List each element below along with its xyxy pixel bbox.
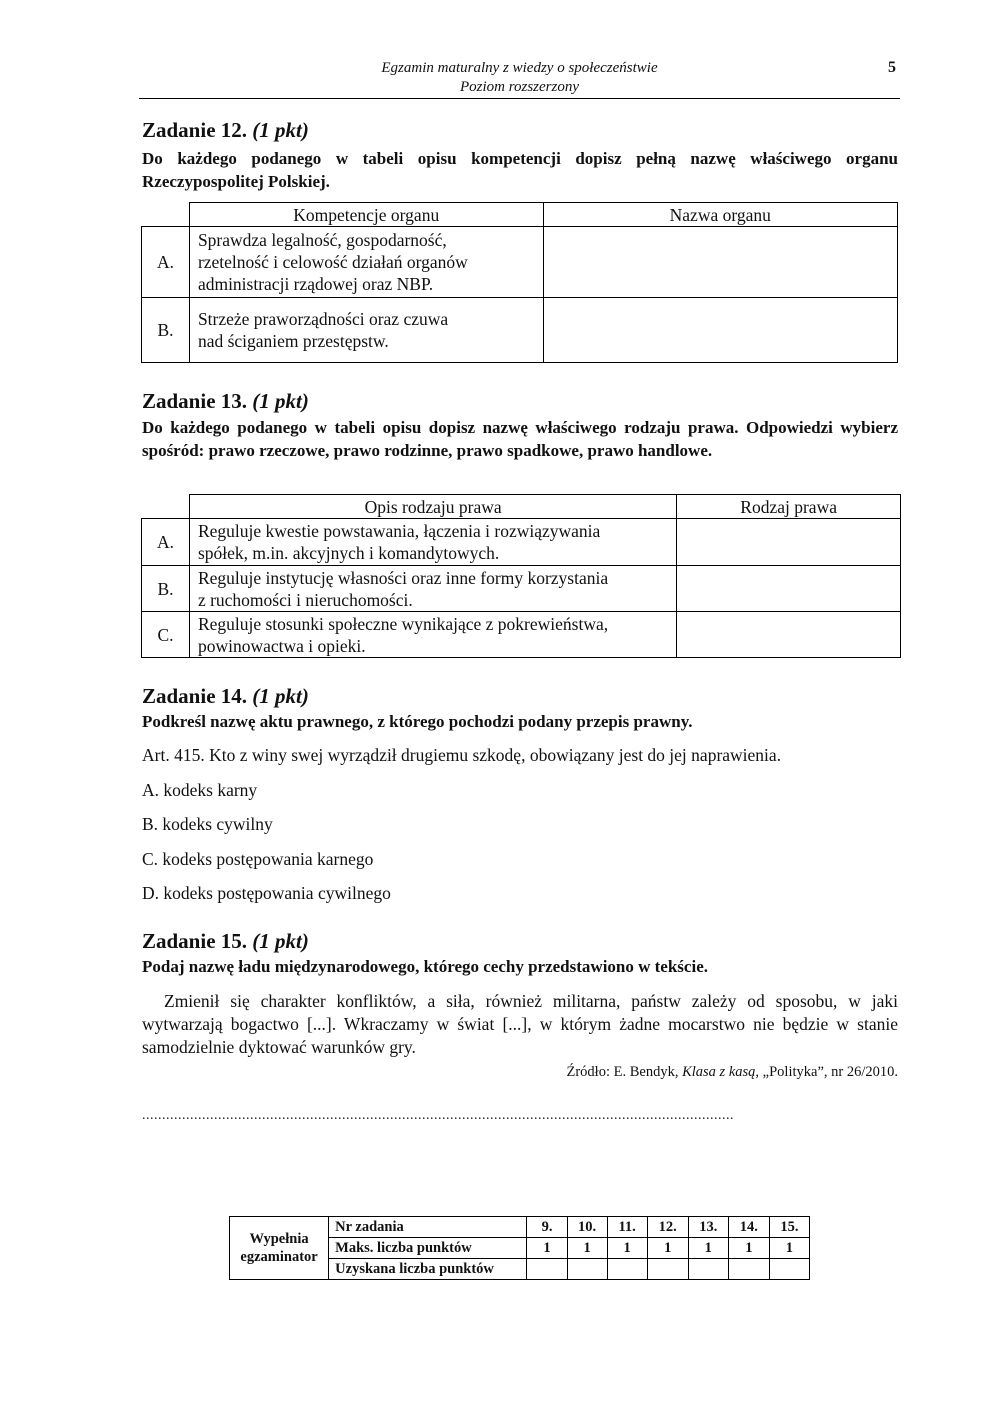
source-title: Klasa z kasą <box>682 1064 756 1080</box>
task-15-title <box>142 929 309 954</box>
obtained-points-cell[interactable] <box>567 1259 607 1280</box>
task-number-cell: 11. <box>607 1217 647 1238</box>
examiner-score-table <box>229 1216 810 1280</box>
task-number-cell: 9. <box>527 1217 567 1238</box>
task-number-cell: 14. <box>728 1217 769 1238</box>
obtained-points-cell[interactable] <box>688 1259 728 1280</box>
max-points-row-label: Maks. liczba punktów <box>329 1238 527 1259</box>
task-12-number: Zadanie 12. <box>142 118 248 142</box>
page-header <box>139 58 900 99</box>
row-description: Sprawdza legalność, gospodarność, rzetelność i celowość działań organów administracji rządowej oraz NBP. <box>189 227 543 298</box>
header-level: Poziom rozszerzony <box>459 79 580 95</box>
table-row <box>142 566 901 612</box>
task-12-title <box>142 118 309 143</box>
row-description: Reguluje stosunki społeczne wynikające z pokrewieństwa, powinowactwa i opieki. <box>189 612 676 658</box>
table-row <box>142 519 901 566</box>
task-13-number: Zadanie 13. <box>142 389 248 413</box>
table-header-law-description: Opis rodzaju prawa <box>189 495 676 519</box>
max-points-cell: 1 <box>688 1238 728 1259</box>
task-13-instruction: Do każdego podanego w tabeli opisu dopisz nazwę właściwego rodzaju prawa. Odpowiedzi wybierz spośród: prawo rzeczowe, prawo rodzinne, prawo spadkowe, prawo handlowe. <box>142 418 898 460</box>
examiner-label: Wypełnia egzaminator <box>230 1217 329 1280</box>
task-14-title <box>142 684 309 709</box>
table-header-organ-name: Nazwa organu <box>543 203 897 227</box>
obtained-points-cell[interactable] <box>769 1259 809 1280</box>
table-row <box>142 227 898 298</box>
task-12-points: (1 pkt) <box>252 118 309 142</box>
obtained-points-cell[interactable] <box>527 1259 567 1280</box>
task-number-row-label: Nr zadania <box>329 1217 527 1238</box>
task-14-article: Art. 415. Kto z winy swej wyrządził drugiemu szkodę, obowiązany jest do jej naprawienia. <box>142 745 782 765</box>
task-15-quote: Zmienił się charakter konfliktów, a siła, również militarna, państw zależy od sposobu, w jaki wytwarzają bogactwo [...]. Wkraczamy w świat [...], w którym żadne mocarstwo nie będzie w stanie samodzielnie dyktować warunków gry. <box>142 991 898 1057</box>
table-header-law-type: Rodzaj prawa <box>677 495 901 519</box>
answer-cell[interactable] <box>677 566 901 612</box>
table-row <box>142 612 901 658</box>
task-14-points: (1 pkt) <box>252 684 309 708</box>
obtained-points-cell[interactable] <box>607 1259 647 1280</box>
table-row <box>142 298 898 363</box>
max-points-cell: 1 <box>769 1238 809 1259</box>
task-12-table <box>141 202 898 363</box>
task-14-instruction: Podkreśl nazwę aktu prawnego, z którego pochodzi podany przepis prawny. <box>142 712 693 731</box>
option-d[interactable]: D. kodeks postępowania cywilnego <box>142 883 391 903</box>
row-description: Reguluje kwestie powstawania, łączenia i rozwiązywania spółek, m.in. akcyjnych i komandytowych. <box>189 519 676 566</box>
max-points-cell: 1 <box>607 1238 647 1259</box>
task-12-instruction: Do każdego podanego w tabeli opisu kompetencji dopisz pełną nazwę właściwego organu Rzeczypospolitej Polskiej. <box>142 149 898 191</box>
page-number: 5 <box>888 59 896 76</box>
answer-line[interactable]: .................................................................................................................................................... <box>142 1108 734 1123</box>
max-points-cell: 1 <box>567 1238 607 1259</box>
answer-cell[interactable] <box>677 612 901 658</box>
max-points-cell: 1 <box>647 1238 688 1259</box>
obtained-points-row-label: Uzyskana liczba punktów <box>329 1259 527 1280</box>
row-label: B. <box>142 566 190 612</box>
task-number-cell: 13. <box>688 1217 728 1238</box>
option-c[interactable]: C. kodeks postępowania karnego <box>142 849 374 869</box>
task-14-number: Zadanie 14. <box>142 684 248 708</box>
task-15-instruction: Podaj nazwę ładu międzynarodowego, którego cechy przedstawiono w tekście. <box>142 957 708 976</box>
row-label: A. <box>142 519 190 566</box>
quote-source: Źródło: E. Bendyk, Klasa z kasą, „Polityka”, nr 26/2010. <box>566 1064 898 1080</box>
answer-cell[interactable] <box>543 298 897 363</box>
obtained-points-cell[interactable] <box>647 1259 688 1280</box>
task-number-cell: 12. <box>647 1217 688 1238</box>
row-label: C. <box>142 612 190 658</box>
max-points-cell: 1 <box>728 1238 769 1259</box>
table-header-competences: Kompetencje organu <box>189 203 543 227</box>
row-label: A. <box>142 227 190 298</box>
task-15-number: Zadanie 15. <box>142 929 248 953</box>
task-13-table <box>141 494 901 658</box>
max-points-cell: 1 <box>527 1238 567 1259</box>
task-number-cell: 15. <box>769 1217 809 1238</box>
obtained-points-cell[interactable] <box>728 1259 769 1280</box>
task-13-title <box>142 389 309 414</box>
option-b[interactable]: B. kodeks cywilny <box>142 814 273 834</box>
answer-cell[interactable] <box>543 227 897 298</box>
answer-cell[interactable] <box>677 519 901 566</box>
row-label: B. <box>142 298 190 363</box>
row-description: Reguluje instytucję własności oraz inne formy korzystania z ruchomości i nieruchomości. <box>189 566 676 612</box>
task-number-cell: 10. <box>567 1217 607 1238</box>
row-description: Strzeże praworządności oraz czuwa nad ściganiem przestępstw. <box>189 298 543 363</box>
task-13-points: (1 pkt) <box>252 389 309 413</box>
option-a[interactable]: A. kodeks karny <box>142 780 258 800</box>
task-15-points: (1 pkt) <box>252 929 309 953</box>
header-exam-title: Egzamin maturalny z wiedzy o społeczeństwie <box>381 60 658 76</box>
